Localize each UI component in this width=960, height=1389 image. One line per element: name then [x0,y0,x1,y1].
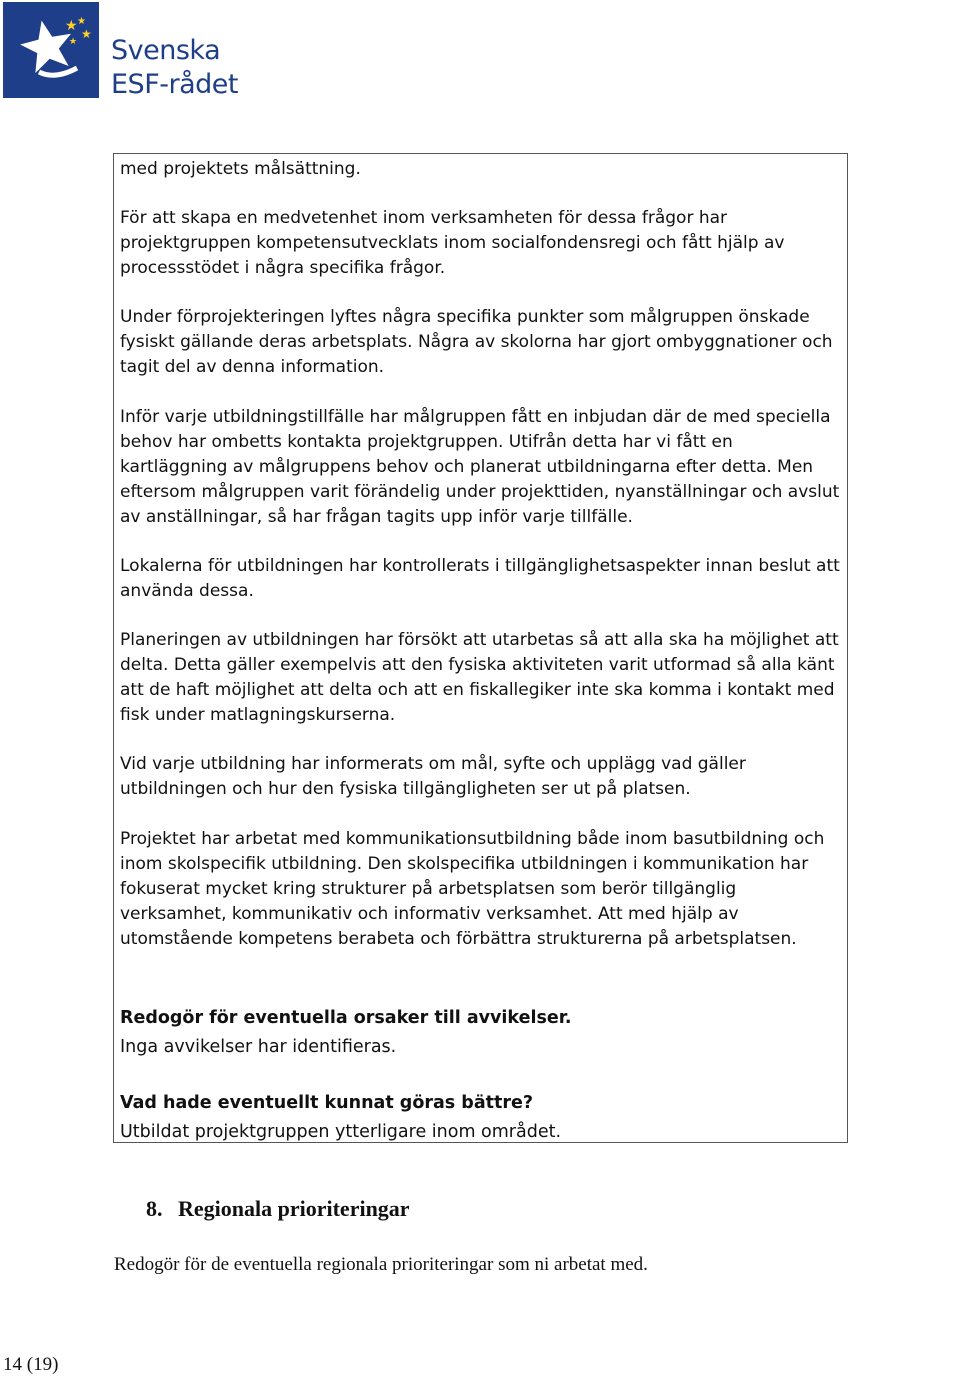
box-paragraph-1: med projektets målsättning. [120,159,361,179]
answer-deviations: Inga avvikelser har identifieras. [120,1037,397,1057]
question-improvements: Vad hade eventuellt kunnat göras bättre? [120,1093,534,1113]
section-number: 8. [146,1196,163,1221]
box-paragraph-8: Projektet har arbetat med kommunikationsutbildning både inom basutbildning och inom skolspecifik utbildning. Den skolspecifika utbildningen i kommunikation har fokuserat mycket kring strukturer på arbetsplatsen som berör tillgänglig verksamhet, kommunikativ och informativ verksamhet. Att med hjälp av utomstående kompetens berabeta och förbättra strukturerna på arbetsplatsen. [120,829,825,949]
question-deviations: Redogör för eventuella orsaker till avvikelser. [120,1008,572,1028]
svg-text:★: ★ [69,37,78,47]
box-paragraph-3: Under förprojekteringen lyftes några specifika punkter som målgruppen önskade fysiskt gällande deras arbetsplats. Några av skolorna har gjort ombyggnationer och tagit del av denna information. [120,307,833,377]
answer-improvements: Utbildat projektgruppen ytterligare inom området. [120,1122,562,1142]
box-paragraph-5: Lokalerna för utbildningen har kontrollerats i tillgänglighetsaspekter innan beslut att använda dessa. [120,556,840,601]
svg-text:★: ★ [81,27,92,41]
logo-line-1: Svenska [111,35,221,66]
box-paragraph-7: Vid varje utbildning har informerats om mål, syfte och upplägg vad gäller utbildningen och hur den fysiska tillgängligheten ser ut på platsen. [120,754,746,799]
logo-line-2: ESF-rådet [111,69,238,100]
esf-logo [3,2,243,100]
box-paragraph-6: Planeringen av utbildningen har försökt att utarbetas så att alla ska ha möjlighet att delta. Detta gäller exempelvis att den fysiska aktiviteten varit utformad så alla känt att de haft möjlighet att delta och att en fiskallegiker inte ska komma i kontakt med fisk under matlagningskurserna. [120,630,839,725]
svg-text:★: ★ [77,16,86,27]
box-paragraph-2: För att skapa en medvetenhet inom verksamheten för dessa frågor har projektgruppen kompetensutvecklats inom socialfondensregi och fått hjälp av processstödet i några specifika frågor. [120,208,785,278]
svg-text:★: ★ [65,18,78,34]
page-number: 14 (19) [3,1354,59,1375]
section-body: Redogör för de eventuella regionala prioriteringar som ni arbetat med. [114,1254,648,1275]
logo-text [111,34,238,102]
section-heading [146,1196,410,1222]
star-logo-icon [3,2,99,98]
box-paragraph-4: Inför varje utbildningstillfälle har målgruppen fått en inbjudan där de med speciella behov har ombetts kontakta projektgruppen. Utifrån detta har vi fått en kartläggning av målgruppens behov och planerat utbildningarna efter detta. Men eftersom målgruppen varit förändelig under projekttiden, nyanställningar och avslut av anställningar, så har frågan tagits upp inför varje tillfälle. [120,407,840,527]
section-title: Regionala prioriteringar [178,1196,410,1221]
